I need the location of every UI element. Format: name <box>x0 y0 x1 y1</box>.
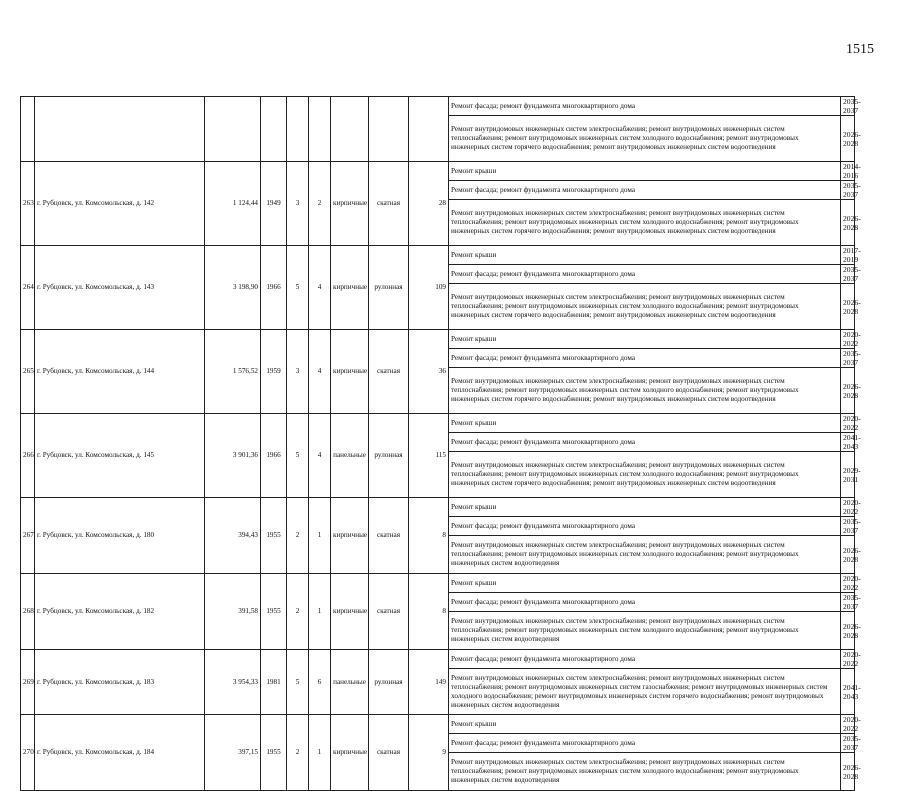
entrances-count: 4 <box>309 330 331 414</box>
build-year: 1955 <box>261 715 287 791</box>
wall-material: панельные <box>331 414 369 498</box>
roof-type: рулонная <box>369 414 409 498</box>
roof-type: скатная <box>369 715 409 791</box>
work-description: Ремонт внутридомовых инженерных систем электроснабжения; ремонт внутридомовых инженерных систем теплоснабжения; ремонт внутридомовых инженерных систем холодного водоснабжения; ремонт внутридомовых инженерных систем горячего водоснабжения; ремонт внутридомовых инженерных систем водоотведения <box>449 452 841 498</box>
work-period: 2020-2022 <box>841 498 855 517</box>
build-year: 1959 <box>261 330 287 414</box>
work-period: 2029-2031 <box>841 452 855 498</box>
empty-cell <box>287 97 309 162</box>
roof-type: скатная <box>369 330 409 414</box>
work-period: 2041-2043 <box>841 669 855 715</box>
house-area: 391,58 <box>205 574 261 650</box>
table-row <box>21 414 855 433</box>
build-year: 1955 <box>261 498 287 574</box>
row-number: 270 <box>21 715 35 791</box>
work-period: 2041-2043 <box>841 433 855 452</box>
wall-material: кирпичные <box>331 162 369 246</box>
work-period: 2035-2037 <box>841 517 855 536</box>
roof-type: скатная <box>369 162 409 246</box>
floors-count: 5 <box>287 246 309 330</box>
table-row <box>21 650 855 669</box>
roof-type: скатная <box>369 498 409 574</box>
housing-repair-table <box>20 96 861 791</box>
work-description: Ремонт крыши <box>449 498 841 517</box>
work-description: Ремонт фасада; ремонт фундамента многоквартирного дома <box>449 97 841 116</box>
build-year: 1966 <box>261 414 287 498</box>
residents-count: 115 <box>409 414 449 498</box>
work-period: 2014-2016 <box>841 162 855 181</box>
work-period: 2035-2037 <box>841 349 855 368</box>
table-row <box>21 246 855 265</box>
row-number: 269 <box>21 650 35 715</box>
work-description: Ремонт крыши <box>449 414 841 433</box>
floors-count: 2 <box>287 715 309 791</box>
house-area: 1 124,44 <box>205 162 261 246</box>
entrances-count: 6 <box>309 650 331 715</box>
work-period: 2020-2022 <box>841 574 855 593</box>
build-year: 1981 <box>261 650 287 715</box>
work-description: Ремонт внутридомовых инженерных систем электроснабжения; ремонт внутридомовых инженерных систем теплоснабжения; ремонт внутридомовых инженерных систем холодного водоснабжения; ремонт внутридомовых инженерных систем водоотведения <box>449 536 841 574</box>
house-address: г. Рубцовск, ул. Комсомольская, д. 180 <box>35 498 205 574</box>
work-description: Ремонт внутридомовых инженерных систем электроснабжения; ремонт внутридомовых инженерных систем теплоснабжения; ремонт внутридомовых инженерных систем холодного водоснабжения; ремонт внутридомовых инженерных систем горячего водоснабжения; ремонт внутридомовых инженерных систем водоотведения <box>449 368 841 414</box>
work-description: Ремонт внутридомовых инженерных систем электроснабжения; ремонт внутридомовых инженерных систем теплоснабжения; ремонт внутридомовых инженерных систем холодного водоснабжения; ремонт внутридомовых инженерных систем водоотведения <box>449 612 841 650</box>
build-year: 1949 <box>261 162 287 246</box>
work-description: Ремонт фасада; ремонт фундамента многоквартирного дома <box>449 349 841 368</box>
floors-count: 5 <box>287 414 309 498</box>
empty-cell <box>21 97 35 162</box>
row-number: 268 <box>21 574 35 650</box>
work-description: Ремонт фасада; ремонт фундамента многоквартирного дома <box>449 650 841 669</box>
row-number: 264 <box>21 246 35 330</box>
house-address: г. Рубцовск, ул. Комсомольская, д. 143 <box>35 246 205 330</box>
work-description: Ремонт внутридомовых инженерных систем электроснабжения; ремонт внутридомовых инженерных систем теплоснабжения; ремонт внутридомовых инженерных систем газоснабжения; ремонт внутридомовых инженерных систем холодного водоснабжения; ремонт внутридомовых инженерных систем горячего водоснабжения; ремонт внутридомовых инженерных систем водоотведения <box>449 669 841 715</box>
entrances-count: 1 <box>309 498 331 574</box>
work-description: Ремонт внутридомовых инженерных систем электроснабжения; ремонт внутридомовых инженерных систем теплоснабжения; ремонт внутридомовых инженерных систем холодного водоснабжения; ремонт внутридомовых инженерных систем горячего водоснабжения; ремонт внутридомовых инженерных систем водоотведения <box>449 200 841 246</box>
residents-count: 149 <box>409 650 449 715</box>
roof-type: рулонная <box>369 650 409 715</box>
work-period: 2020-2022 <box>841 414 855 433</box>
floors-count: 2 <box>287 574 309 650</box>
work-period: 2035-2037 <box>841 265 855 284</box>
residents-count: 28 <box>409 162 449 246</box>
house-area: 394,43 <box>205 498 261 574</box>
empty-cell <box>205 97 261 162</box>
floors-count: 3 <box>287 162 309 246</box>
work-period: 2026-2028 <box>841 284 855 330</box>
house-address: г. Рубцовск, ул. Комсомольская, д. 183 <box>35 650 205 715</box>
wall-material: кирпичные <box>331 574 369 650</box>
house-area: 397,15 <box>205 715 261 791</box>
house-address: г. Рубцовск, ул. Комсомольская, д. 182 <box>35 574 205 650</box>
empty-cell <box>261 97 287 162</box>
floors-count: 5 <box>287 650 309 715</box>
wall-material: кирпичные <box>331 715 369 791</box>
work-period: 2020-2022 <box>841 330 855 349</box>
page-number: 1515 <box>846 42 874 57</box>
row-number: 263 <box>21 162 35 246</box>
residents-count: 109 <box>409 246 449 330</box>
roof-type: рулонная <box>369 246 409 330</box>
table-row <box>21 330 855 349</box>
residents-count: 8 <box>409 498 449 574</box>
empty-cell <box>331 97 369 162</box>
empty-cell <box>309 97 331 162</box>
table-row <box>21 715 855 734</box>
work-period: 2026-2028 <box>841 536 855 574</box>
work-description: Ремонт фасада; ремонт фундамента многоквартирного дома <box>449 593 841 612</box>
table-body <box>21 97 861 791</box>
roof-type: скатная <box>369 574 409 650</box>
entrances-count: 4 <box>309 246 331 330</box>
table-row <box>21 97 855 116</box>
house-area: 3 901,36 <box>205 414 261 498</box>
residents-count: 9 <box>409 715 449 791</box>
build-year: 1955 <box>261 574 287 650</box>
table-row <box>21 574 855 593</box>
house-address: г. Рубцовск, ул. Комсомольская, д. 184 <box>35 715 205 791</box>
residents-count: 8 <box>409 574 449 650</box>
work-description: Ремонт внутридомовых инженерных систем электроснабжения; ремонт внутридомовых инженерных систем теплоснабжения; ремонт внутридомовых инженерных систем холодного водоснабжения; ремонт внутридомовых инженерных систем горячего водоснабжения; ремонт внутридомовых инженерных систем водоотведения <box>449 116 841 162</box>
table-row <box>21 162 855 181</box>
work-period: 2035-2037 <box>841 593 855 612</box>
wall-material: кирпичные <box>331 330 369 414</box>
floors-count: 2 <box>287 498 309 574</box>
work-period: 2035-2037 <box>841 97 855 116</box>
work-description: Ремонт крыши <box>449 330 841 349</box>
wall-material: панельные <box>331 650 369 715</box>
house-address: г. Рубцовск, ул. Комсомольская, д. 145 <box>35 414 205 498</box>
row-number: 267 <box>21 498 35 574</box>
floors-count: 3 <box>287 330 309 414</box>
empty-cell <box>369 97 409 162</box>
work-period: 2017-2019 <box>841 246 855 265</box>
entrances-count: 2 <box>309 162 331 246</box>
build-year: 1966 <box>261 246 287 330</box>
row-number: 266 <box>21 414 35 498</box>
work-description: Ремонт фасада; ремонт фундамента многоквартирного дома <box>449 433 841 452</box>
work-description: Ремонт внутридомовых инженерных систем электроснабжения; ремонт внутридомовых инженерных систем теплоснабжения; ремонт внутридомовых инженерных систем холодного водоснабжения; ремонт внутридомовых инженерных систем водоотведения <box>449 753 841 791</box>
row-number: 265 <box>21 330 35 414</box>
work-description: Ремонт крыши <box>449 715 841 734</box>
empty-cell <box>409 97 449 162</box>
work-period: 2020-2022 <box>841 650 855 669</box>
empty-cell <box>35 97 205 162</box>
work-description: Ремонт фасада; ремонт фундамента многоквартирного дома <box>449 517 841 536</box>
work-period: 2035-2037 <box>841 181 855 200</box>
work-description: Ремонт фасада; ремонт фундамента многоквартирного дома <box>449 181 841 200</box>
work-description: Ремонт внутридомовых инженерных систем электроснабжения; ремонт внутридомовых инженерных систем теплоснабжения; ремонт внутридомовых инженерных систем холодного водоснабжения; ремонт внутридомовых инженерных систем горячего водоснабжения; ремонт внутридомовых инженерных систем водоотведения <box>449 284 841 330</box>
work-description: Ремонт крыши <box>449 162 841 181</box>
work-period: 2026-2028 <box>841 368 855 414</box>
house-address: г. Рубцовск, ул. Комсомольская, д. 144 <box>35 330 205 414</box>
house-area: 3 954,33 <box>205 650 261 715</box>
entrances-count: 4 <box>309 414 331 498</box>
work-period: 2026-2028 <box>841 116 855 162</box>
work-description: Ремонт фасада; ремонт фундамента многоквартирного дома <box>449 734 841 753</box>
work-description: Ремонт крыши <box>449 246 841 265</box>
work-period: 2035-2037 <box>841 734 855 753</box>
house-area: 3 198,90 <box>205 246 261 330</box>
work-period: 2026-2028 <box>841 753 855 791</box>
table-row <box>21 498 855 517</box>
work-description: Ремонт фасада; ремонт фундамента многоквартирного дома <box>449 265 841 284</box>
residents-count: 36 <box>409 330 449 414</box>
wall-material: кирпичные <box>331 246 369 330</box>
house-address: г. Рубцовск, ул. Комсомольская, д. 142 <box>35 162 205 246</box>
entrances-count: 1 <box>309 715 331 791</box>
wall-material: кирпичные <box>331 498 369 574</box>
house-area: 1 576,52 <box>205 330 261 414</box>
work-description: Ремонт крыши <box>449 574 841 593</box>
entrances-count: 1 <box>309 574 331 650</box>
work-period: 2026-2028 <box>841 612 855 650</box>
work-period: 2020-2022 <box>841 715 855 734</box>
work-period: 2026-2028 <box>841 200 855 246</box>
